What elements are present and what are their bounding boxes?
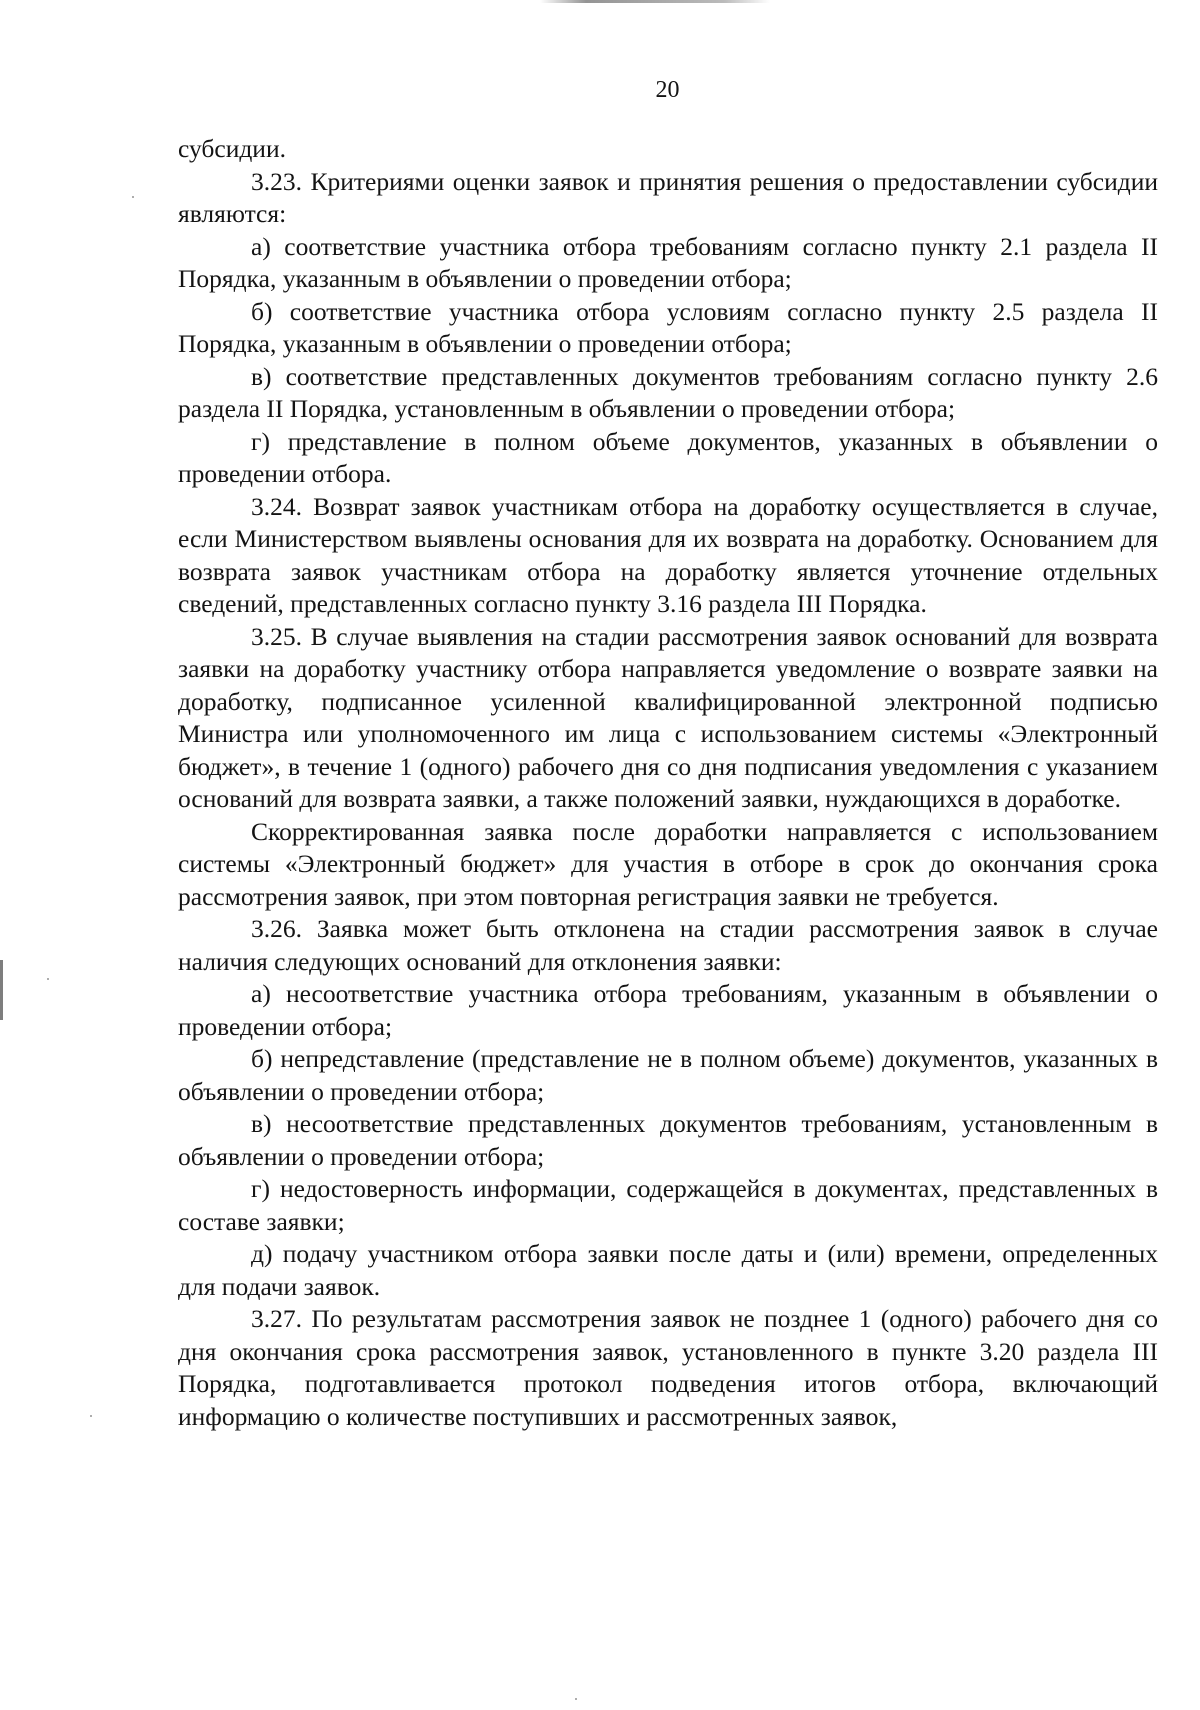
scan-artifact-top	[540, 0, 770, 3]
paragraph-3-23: 3.23. Критериями оценки заявок и принятия решения о предоставлении субсидии являются:	[178, 166, 1158, 228]
paragraph-3-26-d: д) подачу участником отбора заявки после даты и (или) времени, определенных для подачи заявок.	[178, 1239, 1158, 1301]
paragraph-3-25-corrected: Скорректированная заявка после доработки направляется с использованием системы «Электронный бюджет» для участия в отборе в срок до окончания срока рассмотрения заявок, при этом повторная регистрация заявки не требуется.	[178, 816, 1158, 911]
paragraph-3-26-g: г) недостоверность информации, содержащейся в документах, представленных в составе заявки;	[178, 1174, 1158, 1236]
paragraph-3-26-a: а) несоответствие участника отбора требованиям, указанным в объявлении о проведении отбора;	[178, 979, 1158, 1041]
paragraph-3-23-v: в) соответствие представленных документов требованиям согласно пункту 2.6 раздела II Порядка, установленным в объявлении о проведении отбора;	[178, 361, 1158, 423]
page-number: 20	[655, 77, 680, 103]
paragraph-3-25: 3.25. В случае выявления на стадии рассмотрения заявок оснований для возврата заявки на доработку участнику отбора направляется уведомление о возврате заявки на доработку, подписанное усиленной квалифицированной электронной подписью Министра или уполномоченного им лица с использованием системы «Электронный бюджет», в течение 1 (одного) рабочего дня со дня подписания уведомления с указанием оснований для возврата заявки, а также положений заявки, нуждающихся в доработке.	[178, 621, 1158, 813]
paragraph-3-23-g: г) представление в полном объеме документов, указанных в объявлении о проведении отбора.	[178, 426, 1158, 488]
paragraph-3-23-a: а) соответствие участника отбора требованиям согласно пункту 2.1 раздела II Порядка, указанным в объявлении о проведении отбора;	[178, 231, 1158, 293]
scan-dot	[90, 1415, 92, 1417]
paragraph-3-26-v: в) несоответствие представленных документов требованиям, установленным в объявлении о проведении отбора;	[178, 1109, 1158, 1171]
paragraph-3-27: 3.27. По результатам рассмотрения заявок не позднее 1 (одного) рабочего дня со дня окончания срока рассмотрения заявок, установленного в пункте 3.20 раздела III Порядка, подготавливается протокол подведения итогов отбора, включающий информацию о количестве поступивших и рассмотренных заявок,	[178, 1304, 1158, 1431]
paragraph-3-26-b: б) непредставление (представление не в полном объеме) документов, указанных в объявлении о проведении отбора;	[178, 1044, 1158, 1106]
scan-dot	[132, 196, 134, 198]
paragraph-3-23-b: б) соответствие участника отбора условиям согласно пункту 2.5 раздела II Порядка, указанным в объявлении о проведении отбора;	[178, 296, 1158, 358]
document-body	[178, 133, 1158, 1433]
scan-dot	[575, 1698, 577, 1700]
scan-artifact-left	[0, 960, 3, 1020]
scan-dot	[47, 978, 49, 980]
paragraph-3-26: 3.26. Заявка может быть отклонена на стадии рассмотрения заявок в случае наличия следующих оснований для отклонения заявки:	[178, 914, 1158, 976]
paragraph-continuation: субсидии.	[178, 134, 286, 163]
paragraph-3-24: 3.24. Возврат заявок участникам отбора на доработку осуществляется в случае, если Министерством выявлены основания для их возврата на доработку. Основанием для возврата заявок участникам отбора на доработку является уточнение отдельных сведений, представленных согласно пункту 3.16 раздела III Порядка.	[178, 491, 1158, 618]
